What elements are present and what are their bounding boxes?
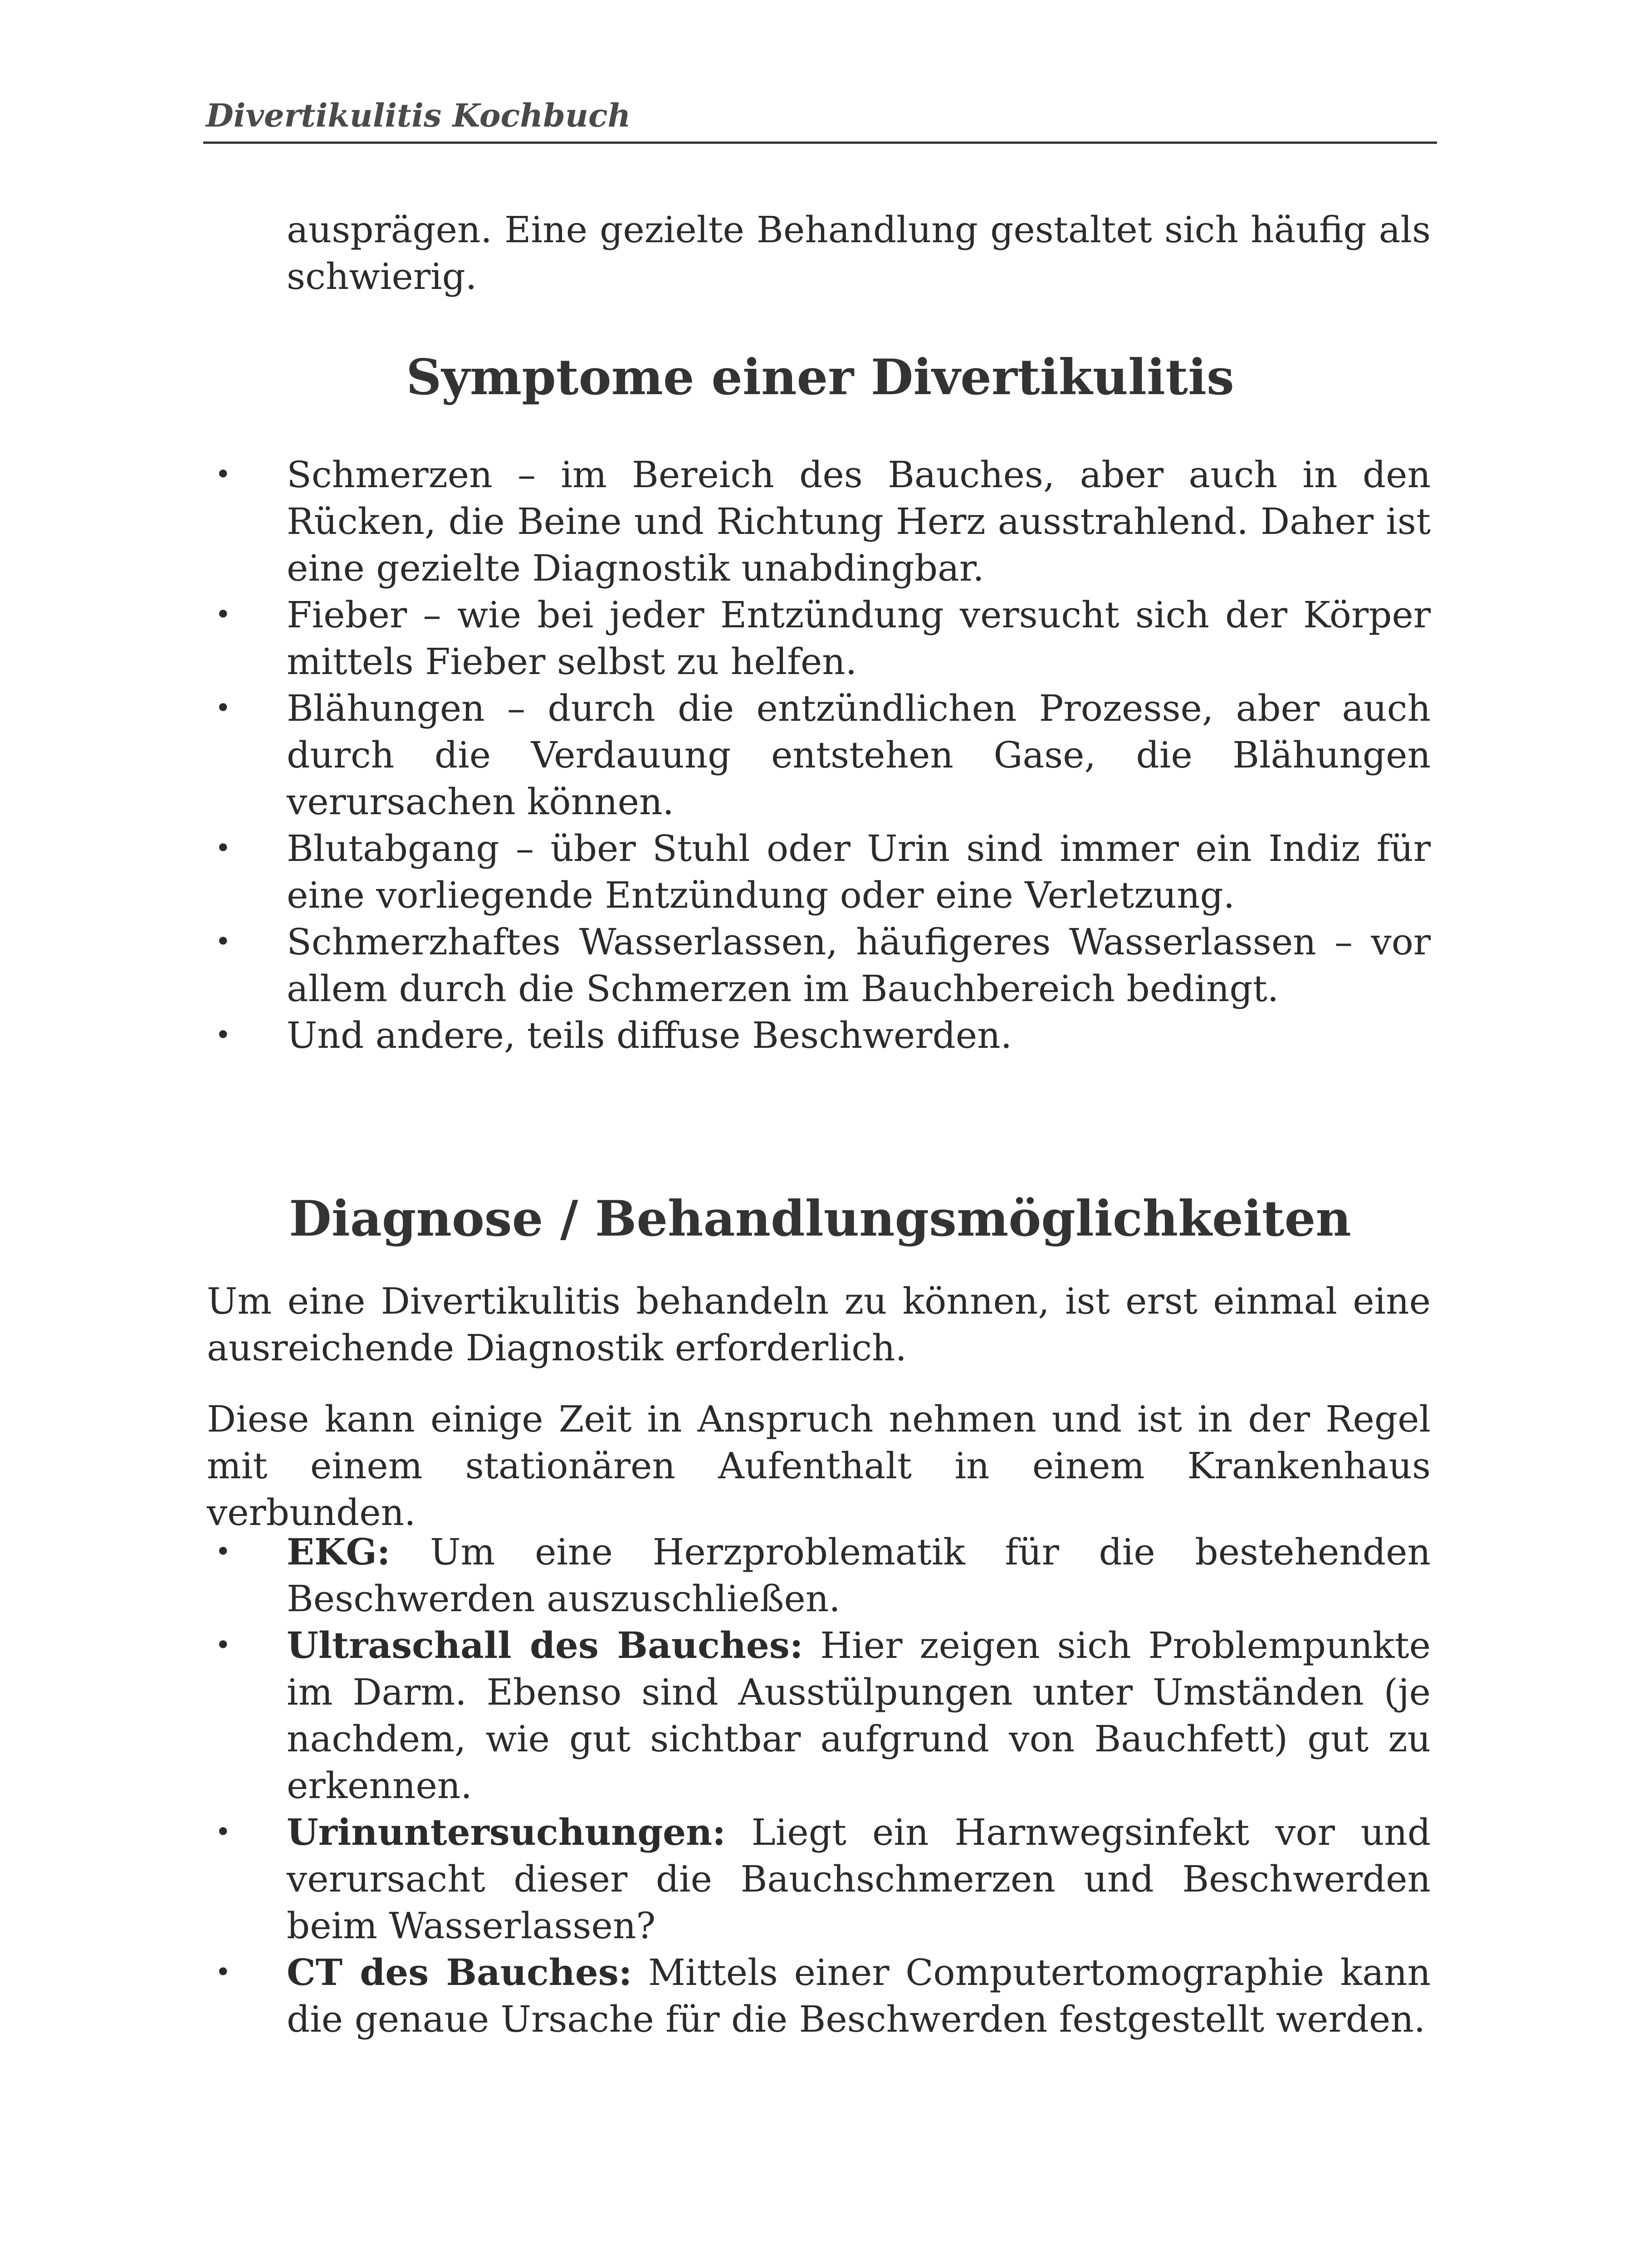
diagnosis-term: Urinuntersuchungen: xyxy=(287,1811,726,1853)
diagnosis-description: Um eine Herzproblematik für die bestehenden Beschwerden auszuschließen. xyxy=(287,1531,1431,1620)
bullet-icon: • xyxy=(215,1956,231,1988)
list-item xyxy=(215,1949,1431,2043)
symptom-text: Schmerzen – im Bereich des Bauches, aber auch in den Rücken, die Beine und Richtung Herz ausstrahlend. Daher ist eine gezielte Diagnostik unabdingbar. xyxy=(287,454,1431,589)
bullet-icon: • xyxy=(215,692,231,724)
diagnosis-term: EKG: xyxy=(287,1530,391,1573)
bullet-icon: • xyxy=(215,1019,231,1051)
diagnosis-paragraph-2: Diese kann einige Zeit in Anspruch nehmen und ist in der Regel mit einem stationären Aufenthalt in einem Krankenhaus verbunden. xyxy=(207,1398,1431,1534)
list-item xyxy=(215,825,1431,919)
symptom-text: Blähungen – durch die entzündlichen Prozesse, aber auch durch die Verdauung entstehen Gase, die Blähungen verursachen können. xyxy=(287,687,1431,823)
symptoms-heading: Symptome einer Divertikulitis xyxy=(406,349,1234,406)
bullet-icon: • xyxy=(215,1536,231,1568)
symptom-text: Und andere, teils diffuse Beschwerden. xyxy=(287,1014,1012,1056)
diagnosis-description: Liegt ein Harnwegsinfekt vor und verursacht dieser die Bauchschmerzen und Beschwerden beim Wasserlassen? xyxy=(287,1811,1431,1947)
list-item xyxy=(215,919,1431,1012)
symptoms-list xyxy=(215,451,1431,1059)
diagnosis-paragraph-1: Um eine Divertikulitis behandeln zu können, ist erst einmal eine ausreichende Diagnostik erforderlich. xyxy=(207,1280,1431,1369)
bullet-icon: • xyxy=(215,926,231,958)
diagnosis-description: Hier zeigen sich Problempunkte im Darm. Ebenso sind Ausstülpungen unter Umständen (je nachdem, wie gut sichtbar aufgrund von Bauchfett) gut zu erkennen. xyxy=(287,1624,1431,1807)
diagnosis-list xyxy=(215,1529,1431,2043)
bullet-icon: • xyxy=(215,1816,231,1848)
symptom-text: Blutabgang – über Stuhl oder Urin sind immer ein Indiz für eine vorliegende Entzündung oder eine Verletzung. xyxy=(287,827,1431,916)
list-item xyxy=(215,1529,1431,1622)
symptom-text: Schmerzhaftes Wasserlassen, häufigeres Wasserlassen – vor allem durch die Schmerzen im Bauchbereich bedingt. xyxy=(287,921,1431,1010)
list-item xyxy=(215,1622,1431,1809)
list-item xyxy=(215,591,1431,685)
book-title: Divertikulitis Kochbuch xyxy=(206,97,631,134)
diagnosis-heading: Diagnose / Behandlungsmöglichkeiten xyxy=(289,1190,1351,1247)
diagnosis-description: Mittels einer Computertomographie kann die genaue Ursache für die Beschwerden festgestellt werden. xyxy=(287,1951,1431,2040)
diagnosis-term: Ultraschall des Bauches: xyxy=(287,1624,803,1667)
running-header xyxy=(203,93,1437,143)
bullet-icon: • xyxy=(215,1629,231,1661)
bullet-icon: • xyxy=(215,459,231,490)
list-item xyxy=(215,1012,1431,1059)
intro-continuation: ausprägen. Eine gezielte Behandlung gestaltet sich häufig als schwierig. xyxy=(287,209,1431,298)
list-item xyxy=(215,685,1431,825)
symptom-text: Fieber – wie bei jeder Entzündung versucht sich der Körper mittels Fieber selbst zu helfen. xyxy=(287,594,1431,683)
diagnosis-term: CT des Bauches: xyxy=(287,1951,632,1994)
bullet-icon: • xyxy=(215,599,231,631)
list-item xyxy=(215,1809,1431,1949)
bullet-icon: • xyxy=(215,832,231,864)
list-item xyxy=(215,451,1431,591)
header-divider xyxy=(203,142,1437,144)
